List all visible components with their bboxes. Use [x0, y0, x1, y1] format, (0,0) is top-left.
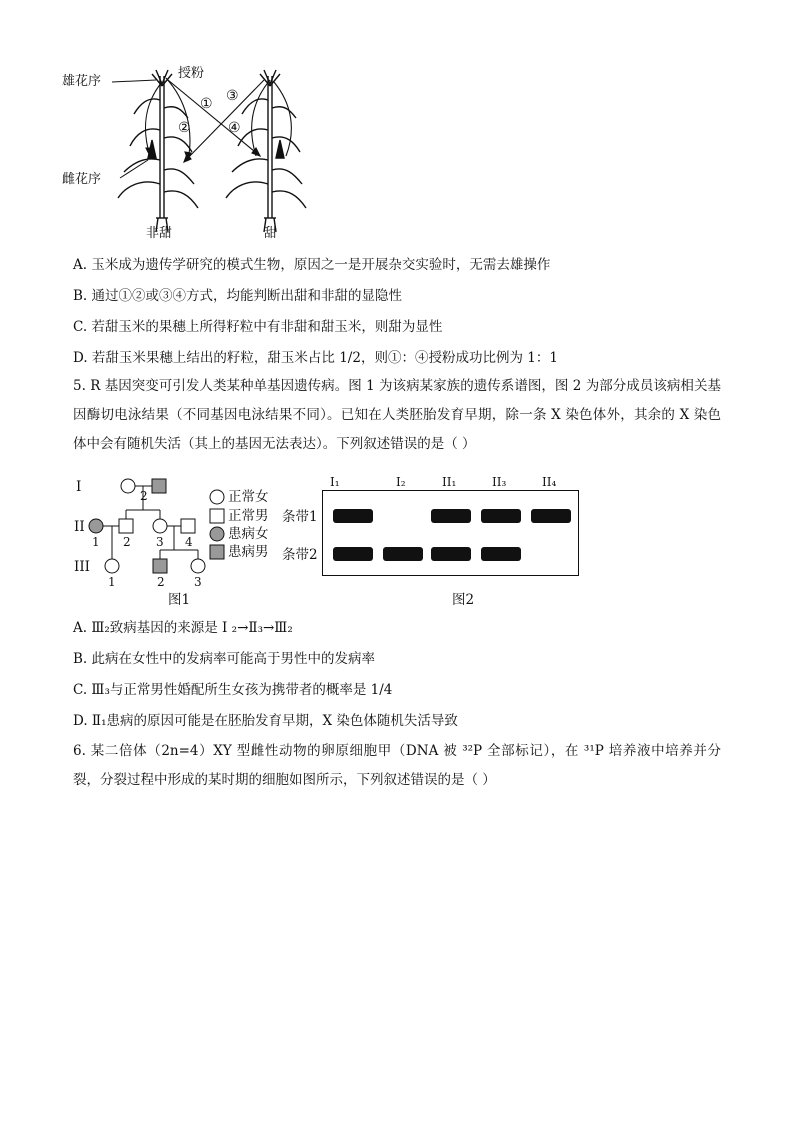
- num-II3: 3: [156, 535, 164, 549]
- q5-stem: 5. R 基因突变可引发人类某种单基因遗传病。图 1 为该病某家族的遗传系谱图，图 2 为部分成员该病相关基因酶切电泳结果（不同基因电泳结果不同）。已知在人类胚胎发育早期，除一条 X 染色体外，其余的 X 染色体中会有随机失活（其上的基因无法表达）。下列叙述错误的是（ ）: [73, 378, 721, 452]
- label-non-sweet: 非甜: [146, 226, 173, 241]
- pedigree-figure: [72, 470, 287, 610]
- band-row1-lane4: [481, 509, 521, 523]
- q4-option-a: A. 玉米成为遗传学研究的模式生物，原因之一是开展杂交实验时，无需去雄操作: [73, 257, 551, 273]
- q5-option-c: C. Ⅲ₃与正常男性婚配所生女孩为携带者的概率是 1/4: [73, 682, 393, 698]
- band-row1-lane3: [431, 509, 471, 523]
- corn-figure: [60, 60, 330, 245]
- fig1-caption: 图1: [168, 592, 191, 608]
- band-row2-lane1: [333, 547, 373, 561]
- lane-label-5: II₄: [542, 475, 557, 489]
- legend-affected-female: 患病女: [228, 526, 269, 542]
- gen-III-label: III: [74, 559, 90, 575]
- label-pollination: 授粉: [178, 66, 205, 81]
- band1-label: 条带1: [282, 509, 318, 525]
- band-row2-lane3: [431, 547, 471, 561]
- q6-stem: 6. 某二倍体（2n=4）XY 型雌性动物的卵原细胞甲（DNA 被 ³²P 全部标记），在 ³¹P 培养液中培养并分裂，分裂过程中形成的某时期的细胞如图所示，下列叙述错误的是（ ）: [73, 743, 721, 788]
- num-II2: 2: [123, 535, 131, 549]
- gen-I-label: I: [76, 479, 82, 495]
- q4-option-b: B. 通过①②或③④方式，均能判断出甜和非甜的显隐性: [73, 288, 403, 304]
- q4-option-d: D. 若甜玉米果穗上结出的籽粒，甜玉米占比 1/2，则①：④授粉成功比例为 1：1: [73, 350, 558, 366]
- band-row1-lane1: [333, 509, 373, 523]
- num-II1: 1: [92, 535, 100, 549]
- num-II4: 4: [185, 535, 193, 549]
- pedigree-I2: [152, 479, 166, 493]
- num-I2: 2: [140, 489, 148, 503]
- label-female-inflorescence: 雌花序: [62, 172, 102, 187]
- band-row2-lane4: [481, 547, 521, 561]
- pedigree-III3: [191, 559, 205, 573]
- pedigree-II2: [119, 519, 133, 533]
- q4-option-c: C. 若甜玉米的果穗上所得籽粒中有非甜和甜玉米，则甜为显性: [73, 319, 443, 335]
- pedigree-III1: [105, 559, 119, 573]
- q5-option-d: D. Ⅱ₁患病的原因可能是在胚胎发育早期，X 染色体随机失活导致: [73, 713, 458, 729]
- gel-box: [322, 490, 579, 576]
- fig2-caption: 图2: [452, 592, 475, 608]
- band-row2-lane2: [383, 547, 423, 561]
- lane-label-4: II₃: [492, 475, 507, 489]
- band2-label: 条带2: [282, 547, 318, 563]
- lane-label-1: I₁: [330, 475, 340, 489]
- pedigree-II3: [153, 519, 167, 533]
- q5-option-a: A. Ⅲ₂致病基因的来源是 I ₂→Ⅱ₃→Ⅲ₂: [73, 620, 293, 636]
- pedigree-III2: [153, 559, 167, 573]
- gen-II-label: II: [74, 519, 85, 535]
- num-III1: 1: [108, 575, 116, 589]
- label-male-inflorescence: 雄花序: [62, 74, 102, 89]
- mark-2: ②: [178, 120, 191, 136]
- pedigree-II4: [181, 519, 195, 533]
- lane-label-3: II₁: [442, 475, 457, 489]
- pedigree-I1: [121, 479, 135, 493]
- lane-label-2: I₂: [396, 475, 406, 489]
- mark-4: ④: [228, 120, 241, 136]
- q5-option-b: B. 此病在女性中的发病率可能高于男性中的发病率: [73, 651, 376, 667]
- legend-normal-female: 正常女: [228, 489, 269, 505]
- pedigree-II1: [89, 519, 103, 533]
- mark-1: ①: [200, 96, 213, 112]
- num-III3: 3: [194, 575, 202, 589]
- legend-affected-male: 患病男: [228, 544, 269, 560]
- label-sweet: 甜: [264, 226, 278, 241]
- band-row1-lane5: [531, 509, 571, 523]
- num-III2: 2: [157, 575, 165, 589]
- mark-3: ③: [226, 88, 239, 104]
- legend-normal-male: 正常男: [228, 508, 269, 524]
